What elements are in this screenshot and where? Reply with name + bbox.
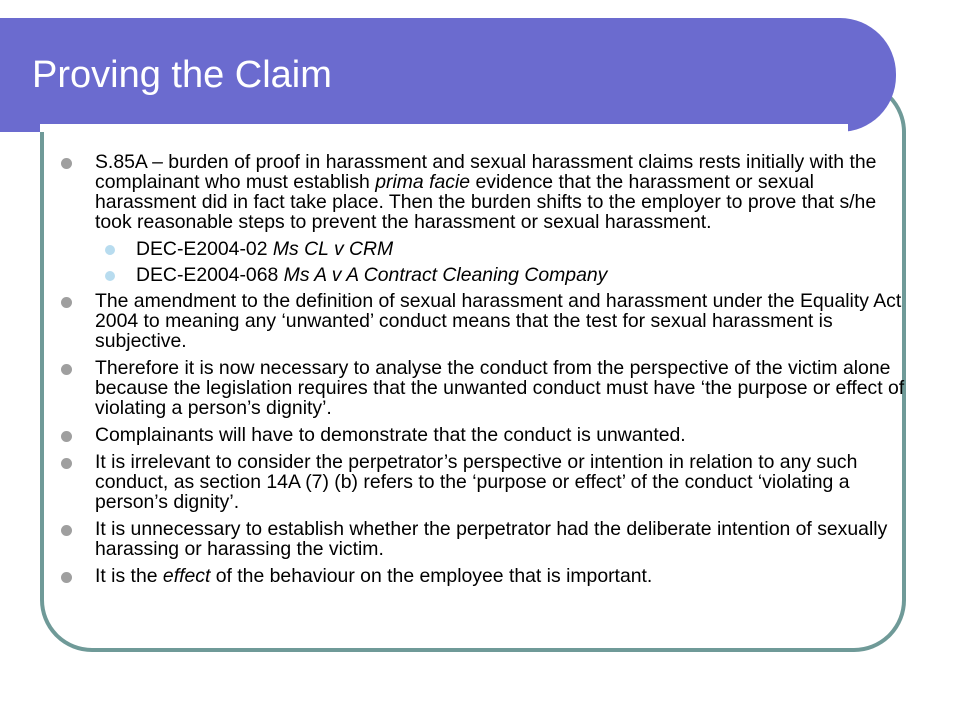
bullet-text-italic: Ms A v A Contract Cleaning Company	[283, 264, 608, 286]
sub-bullet-item	[60, 239, 906, 259]
sub-bullet-item	[60, 265, 906, 285]
bullet-text: Complainants will have to demonstrate that the conduct is unwanted.	[95, 424, 686, 446]
sub-bullet-dot-icon	[105, 245, 115, 255]
bullet-dot-icon	[61, 572, 72, 583]
bullet-item	[60, 358, 906, 418]
bullet-text: The amendment to the definition of sexual harassment and harassment under the Equality Act 2004 to meaning any ‘unwanted’ conduct means that the test for sexual harassment is subjective.	[95, 290, 902, 352]
bullet-item	[60, 566, 906, 586]
bullet-text: It is the	[95, 565, 163, 587]
bullet-dot-icon	[61, 525, 72, 536]
bullet-text: Therefore it is now necessary to analyse the conduct from the perspective of the victim alone because the legislation requires that the unwanted conduct must have ‘the purpose or effect of violating a person’s dignity’.	[95, 357, 905, 419]
bullet-text: DEC-E2004-068	[136, 264, 284, 286]
bullet-dot-icon	[61, 364, 72, 375]
bullet-dot-icon	[61, 458, 72, 469]
bullet-item	[60, 291, 906, 351]
bullet-item	[60, 519, 906, 559]
slide-title: Proving the Claim	[32, 54, 332, 96]
bullet-text: evidence that the harassment or sexual harassment did in fact take place. Then the burden shifts to the employer to prove that s/he took reasonable steps to prevent the harassment or sexual harassment.	[95, 171, 877, 233]
bullet-item	[60, 425, 906, 445]
bullet-text: DEC-E2004-02	[136, 238, 273, 260]
bullet-item	[60, 452, 906, 512]
bullet-text: It is irrelevant to consider the perpetrator’s perspective or intention in relation to any such conduct, as section 14A (7) (b) refers to the ‘purpose or effect’ of the conduct ‘violating a person’s dignity’.	[95, 451, 858, 513]
bullet-dot-icon	[61, 297, 72, 308]
title-bar	[0, 18, 896, 132]
bullet-text-italic: Ms CL v CRM	[272, 238, 394, 260]
bullet-dot-icon	[61, 431, 72, 442]
bullet-text-italic: effect	[162, 565, 211, 587]
bullet-item	[60, 152, 906, 232]
bullet-text-italic: prima facie	[375, 171, 471, 193]
sub-bullet-dot-icon	[105, 271, 115, 281]
bullet-text: of the behaviour on the employee that is important.	[210, 565, 653, 587]
bullet-dot-icon	[61, 158, 72, 169]
title-underline	[40, 124, 848, 132]
bullet-text: S.85A – burden of proof in harassment and sexual harassment claims rests initially with the complainant who must establish	[95, 151, 877, 193]
bullet-list	[60, 152, 906, 593]
bullet-text: It is unnecessary to establish whether the perpetrator had the deliberate intention of sexually harassing or harassing the victim.	[95, 518, 888, 560]
